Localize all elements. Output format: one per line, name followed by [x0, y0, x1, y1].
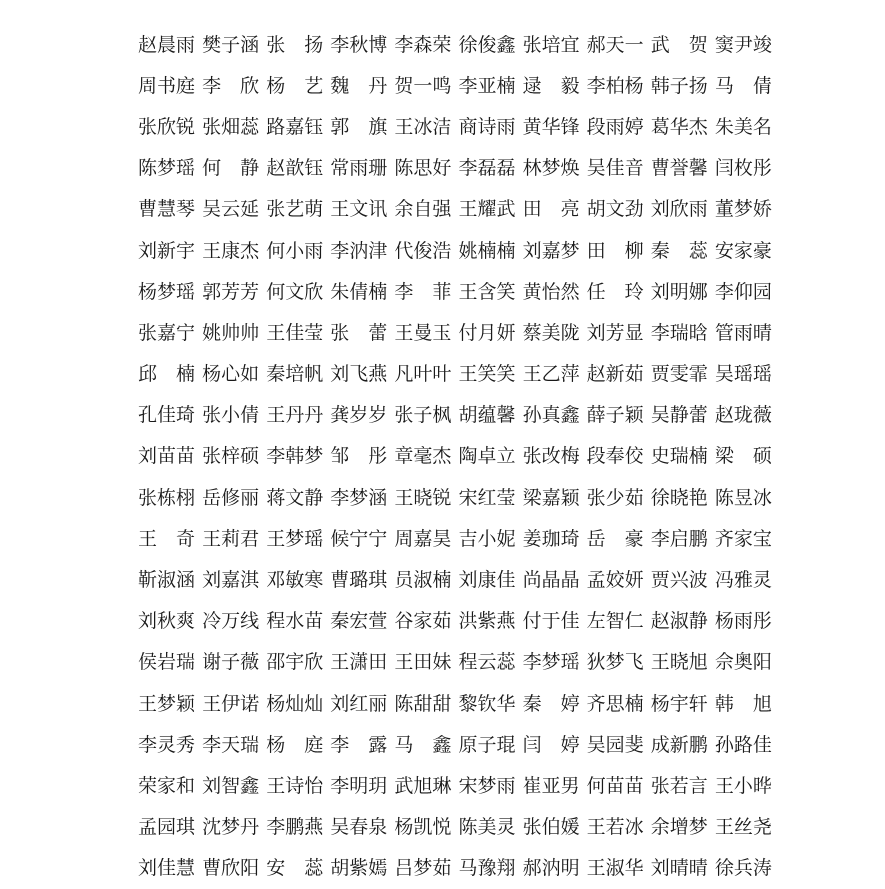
name-row: [138, 106, 778, 147]
name-cell: 李柏杨: [586, 74, 644, 97]
name-cell: 凡叶叶: [394, 363, 452, 386]
name-cell: 陈甜甜: [394, 692, 452, 715]
name-cell: 李韩梦: [266, 445, 324, 468]
name-cell: 徐兵涛: [714, 857, 772, 880]
name-row: [138, 642, 778, 683]
name-cell: 原子琨: [458, 733, 516, 756]
name-cell: 贾雯霏: [650, 363, 708, 386]
name-cell: 王含笑: [458, 280, 516, 303]
name-cell: 闫枚彤: [714, 157, 772, 180]
name-cell: 尚晶晶: [522, 569, 580, 592]
name-cell: 武 贺: [650, 33, 708, 56]
name-cell: 侯岩瑞: [138, 651, 196, 674]
name-cell: 王莉君: [202, 527, 260, 550]
name-cell: 齐思楠: [586, 692, 644, 715]
name-cell: 朱倩楠: [330, 280, 388, 303]
name-cell: 佘奥阳: [714, 651, 772, 674]
name-cell: 赵珑薇: [714, 404, 772, 427]
name-cell: 邹 彤: [330, 445, 388, 468]
name-cell: 贺一鸣: [394, 74, 452, 97]
name-cell: 张子枫: [394, 404, 452, 427]
name-cell: 窦尹竣: [714, 33, 772, 56]
name-cell: 陈美灵: [458, 816, 516, 839]
name-cell: 梁 硕: [714, 445, 772, 468]
name-cell: 何文欣: [266, 280, 324, 303]
name-cell: 史瑞楠: [650, 445, 708, 468]
name-row: [138, 559, 778, 600]
name-cell: 朱美名: [714, 115, 772, 138]
name-cell: 贾兴波: [650, 569, 708, 592]
name-cell: 程云蕊: [458, 651, 516, 674]
name-cell: 王冰洁: [394, 115, 452, 138]
name-cell: 李梦涵: [330, 486, 388, 509]
name-cell: 谷家茹: [394, 610, 452, 633]
name-cell: 张艺萌: [266, 198, 324, 221]
name-row: [138, 601, 778, 642]
name-row: [138, 65, 778, 106]
name-cell: 孙真鑫: [522, 404, 580, 427]
name-cell: 岳修丽: [202, 486, 260, 509]
name-cell: 王田妹: [394, 651, 452, 674]
name-cell: 秦宏萱: [330, 610, 388, 633]
name-cell: 李 露: [330, 733, 388, 756]
name-cell: 杨梦瑶: [138, 280, 196, 303]
name-cell: 李森荣: [394, 33, 452, 56]
name-cell: 蒋文静: [266, 486, 324, 509]
name-cell: 刘康佳: [458, 569, 516, 592]
name-cell: 曹璐琪: [330, 569, 388, 592]
name-cell: 王晓旭: [650, 651, 708, 674]
name-cell: 王若冰: [586, 816, 644, 839]
name-cell: 杨灿灿: [266, 692, 324, 715]
name-cell: 刘芳显: [586, 321, 644, 344]
name-cell: 张欣锐: [138, 115, 196, 138]
name-cell: 陈昱冰: [714, 486, 772, 509]
name-cell: 马 鑫: [394, 733, 452, 756]
name-cell: 闫 婷: [522, 733, 580, 756]
name-cell: 王曼玉: [394, 321, 452, 344]
name-cell: 李启鹏: [650, 527, 708, 550]
name-cell: 吴瑶瑶: [714, 363, 772, 386]
name-cell: 代俊浩: [394, 239, 452, 262]
name-cell: 张少茹: [586, 486, 644, 509]
name-cell: 张培宜: [522, 33, 580, 56]
name-cell: 逯 毅: [522, 74, 580, 97]
name-cell: 李汭津: [330, 239, 388, 262]
name-cell: 洪紫燕: [458, 610, 516, 633]
name-cell: 杨 庭: [266, 733, 324, 756]
name-cell: 宋梦雨: [458, 774, 516, 797]
name-cell: 黎钦华: [458, 692, 516, 715]
name-cell: 张 扬: [266, 33, 324, 56]
name-cell: 姚楠楠: [458, 239, 516, 262]
name-cell: 姚帅帅: [202, 321, 260, 344]
name-cell: 冷万线: [202, 610, 260, 633]
name-cell: 魏 丹: [330, 74, 388, 97]
name-cell: 李梦瑶: [522, 651, 580, 674]
name-cell: 张小倩: [202, 404, 260, 427]
name-cell: 邱 楠: [138, 363, 196, 386]
name-row: [138, 724, 778, 765]
name-cell: 李亚楠: [458, 74, 516, 97]
name-cell: 赵新茹: [586, 363, 644, 386]
name-cell: 王丹丹: [266, 404, 324, 427]
name-cell: 邓敏寒: [266, 569, 324, 592]
name-cell: 张若言: [650, 774, 708, 797]
name-cell: 赵歆钰: [266, 157, 324, 180]
name-cell: 陶卓立: [458, 445, 516, 468]
name-cell: 陈思好: [394, 157, 452, 180]
name-cell: 韩子扬: [650, 74, 708, 97]
name-cell: 刘红丽: [330, 692, 388, 715]
name-cell: 梁嘉颖: [522, 486, 580, 509]
name-cell: 张梓硕: [202, 445, 260, 468]
name-cell: 段奉佼: [586, 445, 644, 468]
name-cell: 刘苗苗: [138, 445, 196, 468]
name-cell: 李仰园: [714, 280, 772, 303]
name-cell: 李磊磊: [458, 157, 516, 180]
name-cell: 吴佳音: [586, 157, 644, 180]
name-cell: 王晓锐: [394, 486, 452, 509]
name-cell: 王小晔: [714, 774, 772, 797]
name-cell: 余增梦: [650, 816, 708, 839]
name-row: [138, 148, 778, 189]
name-cell: 吴云延: [202, 198, 260, 221]
name-row: [138, 230, 778, 271]
name-cell: 冯雅灵: [714, 569, 772, 592]
name-cell: 何苗苗: [586, 774, 644, 797]
name-cell: 田 亮: [522, 198, 580, 221]
name-cell: 张改梅: [522, 445, 580, 468]
name-cell: 林梦焕: [522, 157, 580, 180]
name-cell: 马豫翔: [458, 857, 516, 880]
name-cell: 李 欣: [202, 74, 260, 97]
name-cell: 靳淑涵: [138, 569, 196, 592]
name-cell: 韩 旭: [714, 692, 772, 715]
name-cell: 曹慧琴: [138, 198, 196, 221]
name-cell: 杨心如: [202, 363, 260, 386]
name-cell: 曹欣阳: [202, 857, 260, 880]
name-cell: 杨凯悦: [394, 816, 452, 839]
name-row: [138, 24, 778, 65]
name-cell: 李明玥: [330, 774, 388, 797]
name-cell: 杨 艺: [266, 74, 324, 97]
name-cell: 员淑楠: [394, 569, 452, 592]
name-cell: 赵淑静: [650, 610, 708, 633]
name-cell: 郝汭明: [522, 857, 580, 880]
name-cell: 董梦娇: [714, 198, 772, 221]
name-cell: 张栋栩: [138, 486, 196, 509]
name-cell: 刘飞燕: [330, 363, 388, 386]
name-cell: 孔佳琦: [138, 404, 196, 427]
name-cell: 常雨珊: [330, 157, 388, 180]
name-cell: 王耀武: [458, 198, 516, 221]
name-cell: 黄怡然: [522, 280, 580, 303]
name-cell: 王丝尧: [714, 816, 772, 839]
name-cell: 王潇田: [330, 651, 388, 674]
name-cell: 沈梦丹: [202, 816, 260, 839]
name-cell: 路嘉钰: [266, 115, 324, 138]
name-cell: 刘新宇: [138, 239, 196, 262]
name-cell: 王文讯: [330, 198, 388, 221]
name-cell: 郝天一: [586, 33, 644, 56]
name-row: [138, 354, 778, 395]
name-cell: 荣家和: [138, 774, 196, 797]
name-cell: 王 奇: [138, 527, 196, 550]
name-row: [138, 436, 778, 477]
name-cell: 王梦颖: [138, 692, 196, 715]
name-cell: 李天瑞: [202, 733, 260, 756]
name-cell: 刘嘉淇: [202, 569, 260, 592]
name-cell: 徐晓艳: [650, 486, 708, 509]
name-cell: 秦 婷: [522, 692, 580, 715]
name-cell: 周嘉昊: [394, 527, 452, 550]
name-row: [138, 518, 778, 559]
name-row: [138, 189, 778, 230]
name-cell: 邵宇欣: [266, 651, 324, 674]
name-cell: 王乙萍: [522, 363, 580, 386]
name-cell: 武旭琳: [394, 774, 452, 797]
name-row: [138, 848, 778, 889]
name-cell: 刘晴晴: [650, 857, 708, 880]
name-cell: 宋红莹: [458, 486, 516, 509]
name-cell: 吴静蕾: [650, 404, 708, 427]
name-cell: 郭芳芳: [202, 280, 260, 303]
name-cell: 周书庭: [138, 74, 196, 97]
name-cell: 张 蕾: [330, 321, 388, 344]
name-cell: 候宁宁: [330, 527, 388, 550]
name-row: [138, 271, 778, 312]
name-cell: 程水苗: [266, 610, 324, 633]
name-cell: 王笑笑: [458, 363, 516, 386]
name-cell: 安家豪: [714, 239, 772, 262]
name-cell: 姜珈琦: [522, 527, 580, 550]
name-cell: 成新鹏: [650, 733, 708, 756]
name-cell: 任 玲: [586, 280, 644, 303]
name-cell: 孙路佳: [714, 733, 772, 756]
name-cell: 马 倩: [714, 74, 772, 97]
name-cell: 葛华杰: [650, 115, 708, 138]
name-cell: 安 蕊: [266, 857, 324, 880]
name-cell: 谢子薇: [202, 651, 260, 674]
name-row: [138, 765, 778, 806]
name-cell: 孟园琪: [138, 816, 196, 839]
name-cell: 胡紫嫣: [330, 857, 388, 880]
name-cell: 薛子颖: [586, 404, 644, 427]
name-row: [138, 477, 778, 518]
name-list-grid: [138, 24, 778, 889]
name-cell: 吉小妮: [458, 527, 516, 550]
name-cell: 段雨婷: [586, 115, 644, 138]
name-cell: 付于佳: [522, 610, 580, 633]
name-cell: 曹誉馨: [650, 157, 708, 180]
name-cell: 张伯媛: [522, 816, 580, 839]
name-cell: 岳 豪: [586, 527, 644, 550]
name-cell: 王淑华: [586, 857, 644, 880]
name-cell: 王诗怡: [266, 774, 324, 797]
name-cell: 吴园斐: [586, 733, 644, 756]
name-cell: 刘佳慧: [138, 857, 196, 880]
name-cell: 胡蕴馨: [458, 404, 516, 427]
name-cell: 龚岁岁: [330, 404, 388, 427]
name-cell: 李瑞晗: [650, 321, 708, 344]
name-cell: 李灵秀: [138, 733, 196, 756]
name-cell: 刘欣雨: [650, 198, 708, 221]
name-cell: 杨宇轩: [650, 692, 708, 715]
name-cell: 刘智鑫: [202, 774, 260, 797]
name-cell: 王佳莹: [266, 321, 324, 344]
name-cell: 刘秋爽: [138, 610, 196, 633]
name-row: [138, 312, 778, 353]
name-cell: 商诗雨: [458, 115, 516, 138]
name-cell: 李鹏燕: [266, 816, 324, 839]
name-cell: 杨雨彤: [714, 610, 772, 633]
name-cell: 狄梦飞: [586, 651, 644, 674]
name-cell: 崔亚男: [522, 774, 580, 797]
name-cell: 管雨晴: [714, 321, 772, 344]
name-cell: 齐家宝: [714, 527, 772, 550]
name-cell: 付月妍: [458, 321, 516, 344]
name-cell: 何 静: [202, 157, 260, 180]
name-cell: 李秋博: [330, 33, 388, 56]
name-cell: 吕梦茹: [394, 857, 452, 880]
name-cell: 何小雨: [266, 239, 324, 262]
name-row: [138, 683, 778, 724]
name-row: [138, 807, 778, 848]
name-cell: 王康杰: [202, 239, 260, 262]
name-cell: 陈梦瑶: [138, 157, 196, 180]
name-cell: 郭 旗: [330, 115, 388, 138]
name-row: [138, 395, 778, 436]
name-cell: 吴春泉: [330, 816, 388, 839]
name-cell: 田 柳: [586, 239, 644, 262]
name-cell: 李 菲: [394, 280, 452, 303]
name-cell: 樊子涵: [202, 33, 260, 56]
name-cell: 王伊诺: [202, 692, 260, 715]
name-cell: 秦 蕊: [650, 239, 708, 262]
name-cell: 蔡美陇: [522, 321, 580, 344]
name-cell: 余自强: [394, 198, 452, 221]
name-cell: 王梦瑶: [266, 527, 324, 550]
name-cell: 胡文劲: [586, 198, 644, 221]
name-cell: 张嘉宁: [138, 321, 196, 344]
name-cell: 刘明娜: [650, 280, 708, 303]
name-cell: 孟姣妍: [586, 569, 644, 592]
name-cell: 黄华锋: [522, 115, 580, 138]
name-cell: 张畑蕊: [202, 115, 260, 138]
name-cell: 秦培帆: [266, 363, 324, 386]
name-cell: 左智仁: [586, 610, 644, 633]
name-cell: 赵晨雨: [138, 33, 196, 56]
name-cell: 刘嘉梦: [522, 239, 580, 262]
name-cell: 徐俊鑫: [458, 33, 516, 56]
name-cell: 章毫杰: [394, 445, 452, 468]
